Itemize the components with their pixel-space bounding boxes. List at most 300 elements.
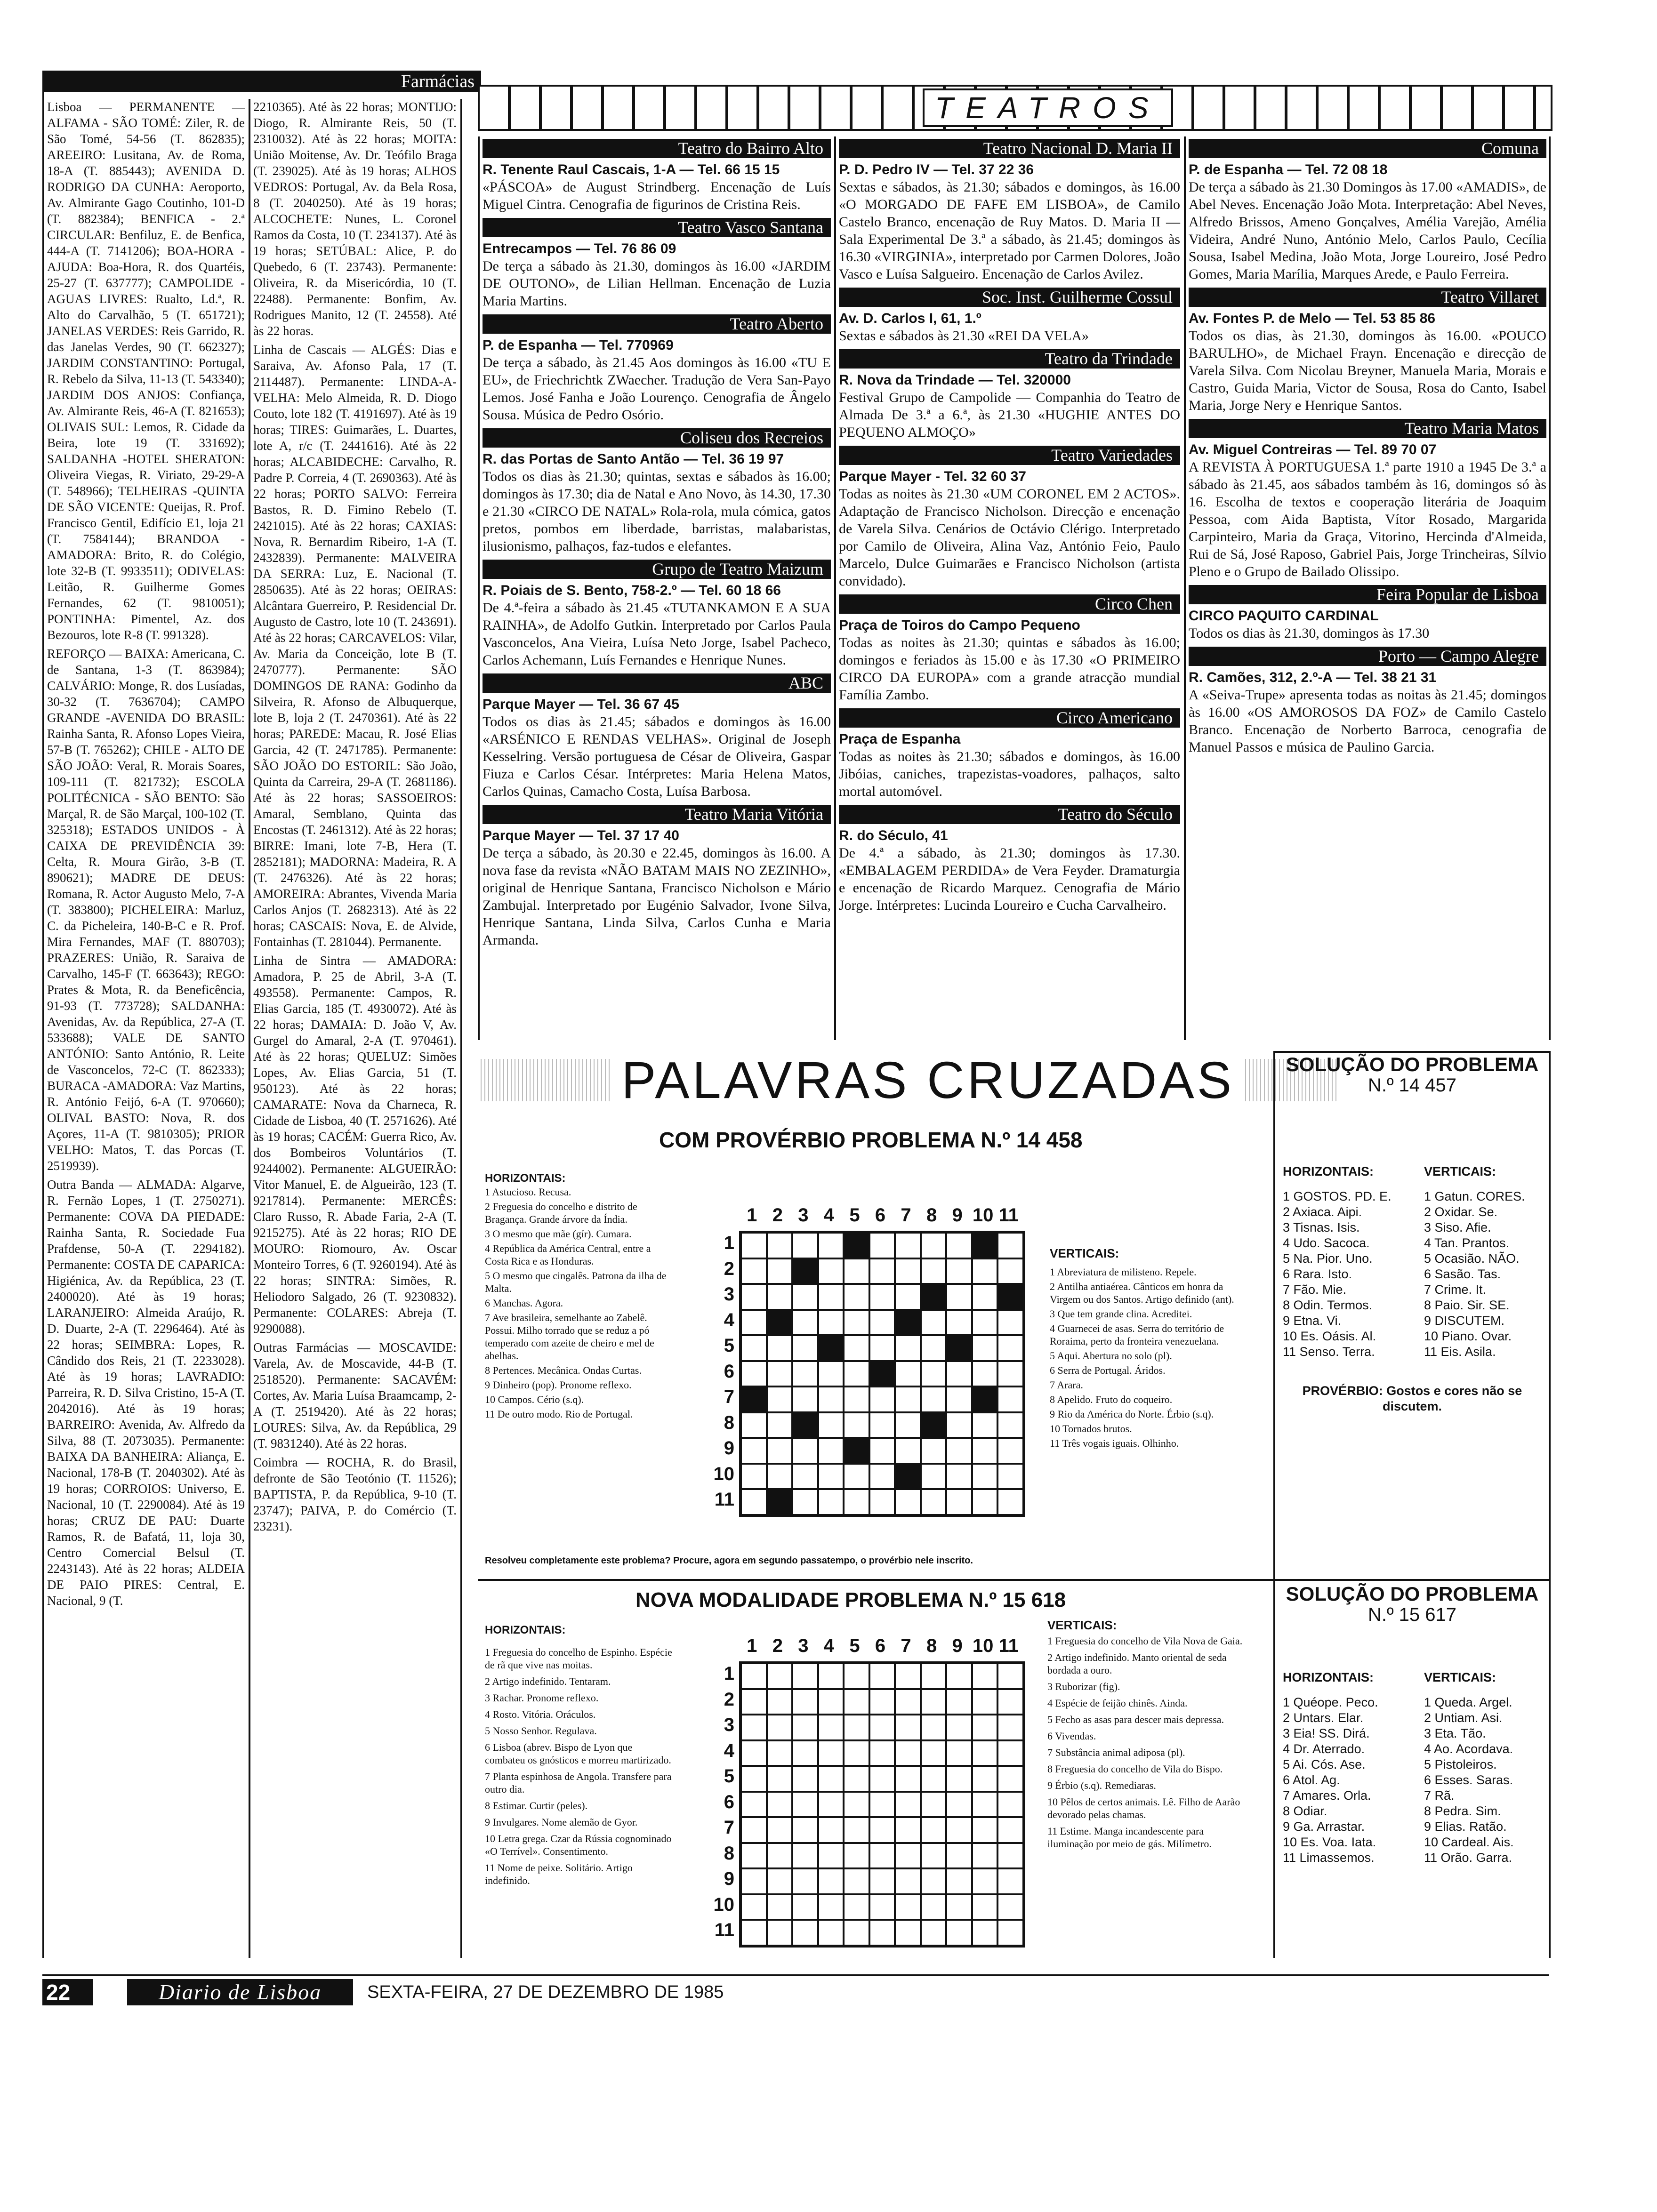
theatre-address: P. de Espanha — Tel. 72 08 18 <box>1189 162 1388 177</box>
grid-cell[interactable] <box>741 1792 767 1818</box>
grid-cell[interactable] <box>767 1843 793 1869</box>
grid-cell[interactable] <box>869 1740 895 1766</box>
clue-item: 1 Freguesia do concelho de Vila Nova de Gaia. <box>1047 1635 1243 1647</box>
problem-1-horizontal-clues <box>485 1172 673 1422</box>
grid-cell[interactable] <box>972 1843 998 1869</box>
crossword-grid-1[interactable] <box>739 1231 1025 1517</box>
grid-cell[interactable] <box>869 1766 895 1792</box>
crossword-divider <box>478 1579 1273 1581</box>
grid-cell[interactable] <box>792 1920 818 1946</box>
grid-cell[interactable] <box>946 1233 972 1258</box>
teatros-rule-1 <box>478 136 480 1040</box>
grid-cell[interactable] <box>818 1689 844 1715</box>
grid-cell[interactable] <box>946 1689 972 1715</box>
grid-cell[interactable] <box>972 1663 998 1689</box>
grid-cell[interactable] <box>946 1258 972 1284</box>
grid-cell[interactable] <box>972 1489 998 1515</box>
grid-cell[interactable] <box>946 1894 972 1920</box>
black-square <box>895 1310 921 1336</box>
grid-cell[interactable] <box>767 1766 793 1792</box>
grid-cell[interactable] <box>921 1335 947 1361</box>
grid-cell[interactable] <box>972 1920 998 1946</box>
grid-cell[interactable] <box>997 1766 1023 1792</box>
solution-entry: 11 Limassemos. <box>1283 1851 1375 1865</box>
grid-cell[interactable] <box>792 1894 818 1920</box>
grid-cell[interactable] <box>767 1464 793 1490</box>
grid-cell[interactable] <box>972 1715 998 1740</box>
grid-cell[interactable] <box>844 1310 869 1336</box>
grid-cell[interactable] <box>767 1258 793 1284</box>
grid-cell[interactable] <box>818 1310 844 1336</box>
grid-cell[interactable] <box>895 1489 921 1515</box>
theatre-address: Praça de Toiros do Campo Pequeno <box>839 617 1080 633</box>
grid-cell[interactable] <box>869 1233 895 1258</box>
grid-cell[interactable] <box>997 1258 1023 1284</box>
grid-cell[interactable] <box>792 1740 818 1766</box>
grid-cell[interactable] <box>869 1438 895 1464</box>
grid-cell[interactable] <box>972 1464 998 1490</box>
grid-cell[interactable] <box>767 1335 793 1361</box>
grid-cell[interactable] <box>921 1387 947 1412</box>
grid-cell[interactable] <box>869 1412 895 1438</box>
grid-cell[interactable] <box>869 1920 895 1946</box>
solution-entry: 2 Untiam. Asi. <box>1424 1711 1503 1725</box>
grid-cell[interactable] <box>997 1920 1023 1946</box>
grid-cell[interactable] <box>946 1817 972 1843</box>
grid-cell[interactable] <box>844 1766 869 1792</box>
grid-cell[interactable] <box>792 1715 818 1740</box>
grid-cell[interactable] <box>869 1335 895 1361</box>
grid-cell[interactable] <box>921 1920 947 1946</box>
grid-cell[interactable] <box>895 1438 921 1464</box>
grid-cell[interactable] <box>792 1438 818 1464</box>
grid-cell[interactable] <box>792 1489 818 1515</box>
grid-cell[interactable] <box>741 1361 767 1387</box>
theatre-details: De terça a sábado às 21.30 Domingos às 17.00 «AMADIS», de Abel Neves. Encenação João Mota. Interpretação: Abel Neves, Alfredo Brissos, Ameno Gonçalves, Amélia Varejão, Amélia Videira, André Nuno, António Melo, Carlos Paulo, Cecília Sousa, Isabel Medina, João Mota, Jorge Loureiro, José Pedro Gomes, Maria Marília, Marques Arede, e Paulo Ferreira. <box>1189 179 1546 282</box>
theatre-name: Porto — Campo Alegre <box>1189 647 1546 666</box>
solution-entry: 2 Axiaca. Aipi. <box>1283 1205 1362 1219</box>
grid-cell[interactable] <box>741 1715 767 1740</box>
grid-cell[interactable] <box>818 1766 844 1792</box>
column-number: 9 <box>952 1205 963 1226</box>
clue-item: 5 Aqui. Abertura no solo (pl). <box>1050 1350 1172 1362</box>
problem-2-title: NOVA MODALIDADE PROBLEMA N.º 15 618 <box>635 1588 1066 1611</box>
grid-cell[interactable] <box>741 1868 767 1894</box>
grid-cell[interactable] <box>767 1894 793 1920</box>
grid-cell[interactable] <box>818 1412 844 1438</box>
grid-cell[interactable] <box>741 1464 767 1490</box>
theatre-details: A «Seiva-Trupe» apresenta todas as noitas às 21.45; domingos às 16.00 «OS AMOROSOS DA FOZ» de Camilo Castelo Branco. Encenação de Norberto Barroca, cenografia de Manuel Passos e música de Paulino Garcia. <box>1189 687 1546 755</box>
theatre-name: Circo Chen <box>839 594 1180 614</box>
grid-cell[interactable] <box>844 1894 869 1920</box>
grid-cell[interactable] <box>921 1310 947 1336</box>
grid-cell[interactable] <box>792 1792 818 1818</box>
solutions-right-rule <box>1549 1052 1551 1958</box>
grid-cell[interactable] <box>946 1843 972 1869</box>
grid-cell[interactable] <box>792 1284 818 1310</box>
grid-cell[interactable] <box>997 1792 1023 1818</box>
grid-cell[interactable] <box>792 1233 818 1258</box>
grid-cell[interactable] <box>921 1843 947 1869</box>
grid-cell[interactable] <box>741 1689 767 1715</box>
problem-1-footer: Resolveu completamente este problema? Procure, agora em segundo passatempo, o provérbio nele inscrito. <box>485 1555 973 1566</box>
grid-cell[interactable] <box>767 1715 793 1740</box>
grid-cell[interactable] <box>921 1817 947 1843</box>
grid-cell[interactable] <box>818 1920 844 1946</box>
grid-cell[interactable] <box>767 1438 793 1464</box>
grid-cell[interactable] <box>767 1689 793 1715</box>
theatre-address: P. D. Pedro IV — Tel. 37 22 36 <box>839 162 1034 177</box>
theatre-listing <box>839 594 1180 704</box>
grid-cell[interactable] <box>767 1920 793 1946</box>
clue-item: 11 De outro modo. Rio de Portugal. <box>485 1408 633 1420</box>
grid-cell[interactable] <box>818 1233 844 1258</box>
grid-cell[interactable] <box>767 1387 793 1412</box>
grid-cell[interactable] <box>895 1335 921 1361</box>
grid-cell[interactable] <box>741 1412 767 1438</box>
grid-cell[interactable] <box>997 1361 1023 1387</box>
row-number: 6 <box>724 1791 734 1812</box>
grid-cell[interactable] <box>921 1489 947 1515</box>
grid-cell[interactable] <box>921 1438 947 1464</box>
grid-cell[interactable] <box>767 1284 793 1310</box>
grid-cell[interactable] <box>946 1868 972 1894</box>
grid-cell[interactable] <box>895 1920 921 1946</box>
grid-cell[interactable] <box>972 1412 998 1438</box>
theatre-listing <box>839 288 1180 345</box>
grid-cell[interactable] <box>921 1894 947 1920</box>
grid-cell[interactable] <box>741 1233 767 1258</box>
grid-cell[interactable] <box>997 1715 1023 1740</box>
grid-cell[interactable] <box>921 1233 947 1258</box>
clue-item: 2 Artigo indefinido. Manto oriental de seda bordada a ouro. <box>1047 1651 1227 1676</box>
grid-cell[interactable] <box>792 1310 818 1336</box>
grid-cell[interactable] <box>792 1361 818 1387</box>
grid-cell[interactable] <box>741 1438 767 1464</box>
grid-cell[interactable] <box>921 1361 947 1387</box>
grid-cell[interactable] <box>997 1489 1023 1515</box>
grid-cell[interactable] <box>997 1817 1023 1843</box>
grid-cell[interactable] <box>741 1258 767 1284</box>
grid-cell[interactable] <box>818 1817 844 1843</box>
grid-cell[interactable] <box>818 1792 844 1818</box>
clue-item: 9 Érbio (s.q). Remediaras. <box>1047 1779 1156 1791</box>
grid-cell[interactable] <box>818 1843 844 1869</box>
black-square <box>844 1233 869 1258</box>
grid-cell[interactable] <box>844 1843 869 1869</box>
grid-cell[interactable] <box>741 1740 767 1766</box>
black-square <box>767 1310 793 1336</box>
grid-cell[interactable] <box>741 1920 767 1946</box>
theatre-name: Comuna <box>1189 139 1546 158</box>
grid-cell[interactable] <box>946 1361 972 1387</box>
grid-cell[interactable] <box>921 1766 947 1792</box>
theatre-details: Todos os dias às 21.30; quintas, sextas e sábados às 16.00; domingos às 17.30; dia de Natal e Ano Novo, às 14.30, 17.30 e 21.30 «CIRCO DE NATAL» Rola-rola, mula cómica, gatos pretos, pombos em liberdade, barristas, malabaristas, ilusionismo, palhaços, faz-tudos e elefantes. <box>483 469 831 554</box>
clue-item: 4 Espécie de feijão chinês. Ainda. <box>1047 1697 1188 1709</box>
grid-cell[interactable] <box>869 1284 895 1310</box>
grid-cell[interactable] <box>997 1689 1023 1715</box>
grid-cell[interactable] <box>792 1663 818 1689</box>
grid-cell[interactable] <box>767 1817 793 1843</box>
grid-cell[interactable] <box>818 1438 844 1464</box>
grid-cell[interactable] <box>818 1715 844 1740</box>
grid-cell[interactable] <box>869 1310 895 1336</box>
clue-item: 3 Ruborizar (fig). <box>1047 1681 1120 1692</box>
grid-cell[interactable] <box>844 1689 869 1715</box>
grid-cell[interactable] <box>972 1310 998 1336</box>
grid-cell[interactable] <box>869 1792 895 1818</box>
grid-cell[interactable] <box>869 1868 895 1894</box>
solution-entry: 8 Paio. Sir. SE. <box>1424 1298 1510 1312</box>
grid-cell[interactable] <box>946 1310 972 1336</box>
grid-cell[interactable] <box>997 1740 1023 1766</box>
theatre-details: De 4.ª-feira a sábado às 21.45 «TUTANKAMON E A SUA RAINHA», de Adolfo Gutkin. Interpretado por Carlos Paula Vasconcelos, Ana Vieira, Luísa Neto Jorge, Isabel Pacheco, Carlos Achemann, Luís Fernandes e Henrique Nunes. <box>483 600 831 668</box>
grid-cell[interactable] <box>921 1792 947 1818</box>
grid-cell[interactable] <box>741 1766 767 1792</box>
theatre-listing <box>1189 419 1546 580</box>
row-number: 3 <box>724 1284 734 1305</box>
theatre-listing <box>483 218 831 310</box>
grid-cell[interactable] <box>792 1464 818 1490</box>
grid-cell[interactable] <box>741 1817 767 1843</box>
grid-cell[interactable] <box>946 1412 972 1438</box>
theatre-listing <box>1189 288 1546 414</box>
grid-cell[interactable] <box>895 1715 921 1740</box>
grid-cell[interactable] <box>946 1740 972 1766</box>
grid-cell[interactable] <box>946 1792 972 1818</box>
grid-cell[interactable] <box>895 1766 921 1792</box>
grid-cell[interactable] <box>921 1663 947 1689</box>
row-number: 2 <box>724 1258 734 1279</box>
grid-cell[interactable] <box>895 1233 921 1258</box>
grid-cell[interactable] <box>844 1284 869 1310</box>
grid-cell[interactable] <box>767 1792 793 1818</box>
grid-cell[interactable] <box>792 1843 818 1869</box>
grid-cell[interactable] <box>972 1740 998 1766</box>
grid-cell[interactable] <box>895 1817 921 1843</box>
theatre-listing <box>483 673 831 800</box>
grid-cell[interactable] <box>741 1335 767 1361</box>
clue-item: 8 Pertences. Mecânica. Ondas Curtas. <box>485 1364 642 1376</box>
grid-cell[interactable] <box>946 1284 972 1310</box>
grid-cell[interactable] <box>972 1792 998 1818</box>
grid-cell[interactable] <box>972 1284 998 1310</box>
grid-cell[interactable] <box>946 1489 972 1515</box>
grid-cell[interactable] <box>818 1894 844 1920</box>
grid-cell[interactable] <box>997 1438 1023 1464</box>
grid-cell[interactable] <box>741 1489 767 1515</box>
grid-cell[interactable] <box>818 1464 844 1490</box>
grid-cell[interactable] <box>869 1689 895 1715</box>
grid-cell[interactable] <box>792 1868 818 1894</box>
grid-cell[interactable] <box>844 1920 869 1946</box>
grid-cell[interactable] <box>818 1740 844 1766</box>
grid-cell[interactable] <box>844 1663 869 1689</box>
row-number: 1 <box>724 1663 734 1684</box>
grid-cell[interactable] <box>844 1817 869 1843</box>
grid-cell[interactable] <box>946 1438 972 1464</box>
grid-cell[interactable] <box>921 1740 947 1766</box>
grid-cell[interactable] <box>997 1335 1023 1361</box>
grid-cell[interactable] <box>895 1740 921 1766</box>
teatros-column-2 <box>839 139 1180 919</box>
grid-cell[interactable] <box>844 1387 869 1412</box>
grid-cell[interactable] <box>869 1663 895 1689</box>
grid-cell[interactable] <box>921 1689 947 1715</box>
solution-1-proverb: PROVÉRBIO: Gostos e cores não se discutem. <box>1302 1384 1522 1413</box>
grid-cell[interactable] <box>972 1438 998 1464</box>
solution-entry: 10 Cardeal. Ais. <box>1424 1835 1514 1849</box>
problem-1-vertical-clues <box>1050 1247 1243 1451</box>
grid-cell[interactable] <box>895 1258 921 1284</box>
grid-cell[interactable] <box>844 1868 869 1894</box>
grid-cell[interactable] <box>844 1258 869 1284</box>
grid-cell[interactable] <box>869 1817 895 1843</box>
theatre-details: Sextas e sábados às 21.30 «REI DA VELA» <box>839 328 1089 344</box>
grid-cell[interactable] <box>792 1689 818 1715</box>
grid-cell[interactable] <box>792 1817 818 1843</box>
grid-cell[interactable] <box>818 1387 844 1412</box>
grid-cell[interactable] <box>921 1868 947 1894</box>
grid-cell[interactable] <box>767 1663 793 1689</box>
row-number: 9 <box>724 1438 734 1459</box>
clue-item: 6 Serra de Portugal. Áridos. <box>1050 1364 1166 1376</box>
grid-cell[interactable] <box>792 1387 818 1412</box>
grid-cell[interactable] <box>997 1310 1023 1336</box>
row-number: 6 <box>724 1361 734 1382</box>
grid-cell[interactable] <box>869 1489 895 1515</box>
grid-cell[interactable] <box>844 1412 869 1438</box>
grid-cell[interactable] <box>895 1792 921 1818</box>
grid-cell[interactable] <box>997 1387 1023 1412</box>
grid-cell[interactable] <box>946 1663 972 1689</box>
clue-item: 9 Rio da América do Norte. Érbio (s.q). <box>1050 1408 1214 1420</box>
grid-cell[interactable] <box>869 1258 895 1284</box>
grid-cell[interactable] <box>946 1387 972 1412</box>
grid-cell[interactable] <box>895 1387 921 1412</box>
solution-entry: 10 Es. Voa. Iata. <box>1283 1835 1376 1849</box>
grid-cell[interactable] <box>895 1843 921 1869</box>
row-number: 10 <box>713 1894 734 1915</box>
grid-cell[interactable] <box>767 1412 793 1438</box>
row-number: 10 <box>713 1463 734 1484</box>
grid-cell[interactable] <box>818 1663 844 1689</box>
grid-cell[interactable] <box>869 1464 895 1490</box>
grid-cell[interactable] <box>997 1412 1023 1438</box>
grid-cell[interactable] <box>972 1361 998 1387</box>
grid-cell[interactable] <box>818 1284 844 1310</box>
grid-cell[interactable] <box>946 1766 972 1792</box>
grid-cell[interactable] <box>844 1464 869 1490</box>
grid-cell[interactable] <box>869 1715 895 1740</box>
grid-cell[interactable] <box>921 1464 947 1490</box>
solution-1-h-heading: HORIZONTAIS: <box>1283 1164 1374 1178</box>
grid-cell[interactable] <box>792 1335 818 1361</box>
grid-cell[interactable] <box>844 1361 869 1387</box>
grid-cell[interactable] <box>972 1894 998 1920</box>
row-number: 1 <box>724 1233 734 1253</box>
grid-cell[interactable] <box>818 1868 844 1894</box>
grid-cell[interactable] <box>972 1335 998 1361</box>
grid-cell[interactable] <box>997 1894 1023 1920</box>
solution-1-v-heading: VERTICAIS: <box>1424 1164 1496 1178</box>
grid-cell[interactable] <box>741 1843 767 1869</box>
grid-cell[interactable] <box>997 1868 1023 1894</box>
grid-cell[interactable] <box>972 1868 998 1894</box>
grid-cell[interactable] <box>741 1284 767 1310</box>
grid-cell[interactable] <box>895 1284 921 1310</box>
grid-cell[interactable] <box>972 1258 998 1284</box>
grid-cell[interactable] <box>844 1740 869 1766</box>
grid-cell[interactable] <box>869 1843 895 1869</box>
grid-cell[interactable] <box>972 1817 998 1843</box>
black-square <box>792 1258 818 1284</box>
theatre-details: De 4.ª a sábado, às 21.30; domingos às 17.30. «EMBALAGEM PERDIDA» de Vera Feyder. Dramaturgia e encenação de Ricardo Marquez. Cenografia de Mário Jorge. Intérpretes: Lucinda Loureiro e Cucha Carvalheiro. <box>839 845 1180 913</box>
grid-cell[interactable] <box>741 1663 767 1689</box>
theatre-details: Sextas e sábados, às 21.30; sábados e domingos, às 16.00 «O MORGADO DE FAFE EM LISBOA», de Camilo Castelo Branco, encenação de Ruy Matos. D. Maria II — Sala Experimental De 3.ª a sábado, às 21.45; domingos às 16.30 «VIRGINIA», interpretado por Carmen Dolores, João Vasco e Luísa Salgueiro. Encenação de Carlos Avilez. <box>839 179 1180 282</box>
grid-cell[interactable] <box>818 1361 844 1387</box>
grid-cell[interactable] <box>972 1766 998 1792</box>
grid-cell[interactable] <box>741 1310 767 1336</box>
grid-cell[interactable] <box>895 1412 921 1438</box>
teatros-column-3 <box>1189 139 1546 761</box>
grid-cell[interactable] <box>844 1489 869 1515</box>
black-square <box>921 1284 947 1310</box>
grid-cell[interactable] <box>767 1868 793 1894</box>
crossword-grid-2[interactable] <box>739 1661 1025 1948</box>
grid-cell[interactable] <box>869 1387 895 1412</box>
grid-cell[interactable] <box>895 1894 921 1920</box>
grid-cell[interactable] <box>844 1335 869 1361</box>
grid-cell[interactable] <box>997 1663 1023 1689</box>
solution-entry: 9 Etna. Vi. <box>1283 1314 1342 1328</box>
theatre-listing <box>839 349 1180 441</box>
teatros-column-1 <box>483 139 831 954</box>
grid-cell[interactable] <box>767 1233 793 1258</box>
grid-cell[interactable] <box>997 1233 1023 1258</box>
grid-cell[interactable] <box>946 1920 972 1946</box>
theatre-listing <box>839 139 1180 283</box>
grid-cell[interactable] <box>895 1663 921 1689</box>
grid-cell[interactable] <box>792 1766 818 1792</box>
solution-entry: 11 Senso. Terra. <box>1283 1345 1375 1359</box>
grid-cell[interactable] <box>946 1464 972 1490</box>
grid-cell[interactable] <box>895 1361 921 1387</box>
grid-cell[interactable] <box>895 1689 921 1715</box>
grid-cell[interactable] <box>921 1258 947 1284</box>
grid-cell[interactable] <box>844 1715 869 1740</box>
grid-cell[interactable] <box>921 1715 947 1740</box>
solution-entry: 9 DISCUTEM. <box>1424 1314 1505 1328</box>
grid-cell[interactable] <box>972 1689 998 1715</box>
theatre-name: Teatro Variedades <box>839 446 1180 465</box>
grid-cell[interactable] <box>895 1868 921 1894</box>
grid-cell[interactable] <box>997 1464 1023 1490</box>
grid-cell[interactable] <box>869 1894 895 1920</box>
clue-item: 7 Planta espinhosa de Angola. Transfere para outro dia. <box>485 1771 672 1795</box>
grid-cell[interactable] <box>844 1792 869 1818</box>
grid-cell[interactable] <box>946 1715 972 1740</box>
grid-cell[interactable] <box>767 1740 793 1766</box>
grid-cell[interactable] <box>818 1489 844 1515</box>
grid-cell[interactable] <box>767 1361 793 1387</box>
grid-cell[interactable] <box>997 1843 1023 1869</box>
grid-cell[interactable] <box>818 1258 844 1284</box>
farmacias-right-rule <box>460 99 462 1958</box>
row-number: 7 <box>724 1817 734 1838</box>
grid-cell[interactable] <box>741 1894 767 1920</box>
theatre-address: Av. Miguel Contreiras — Tel. 89 70 07 <box>1189 442 1437 457</box>
